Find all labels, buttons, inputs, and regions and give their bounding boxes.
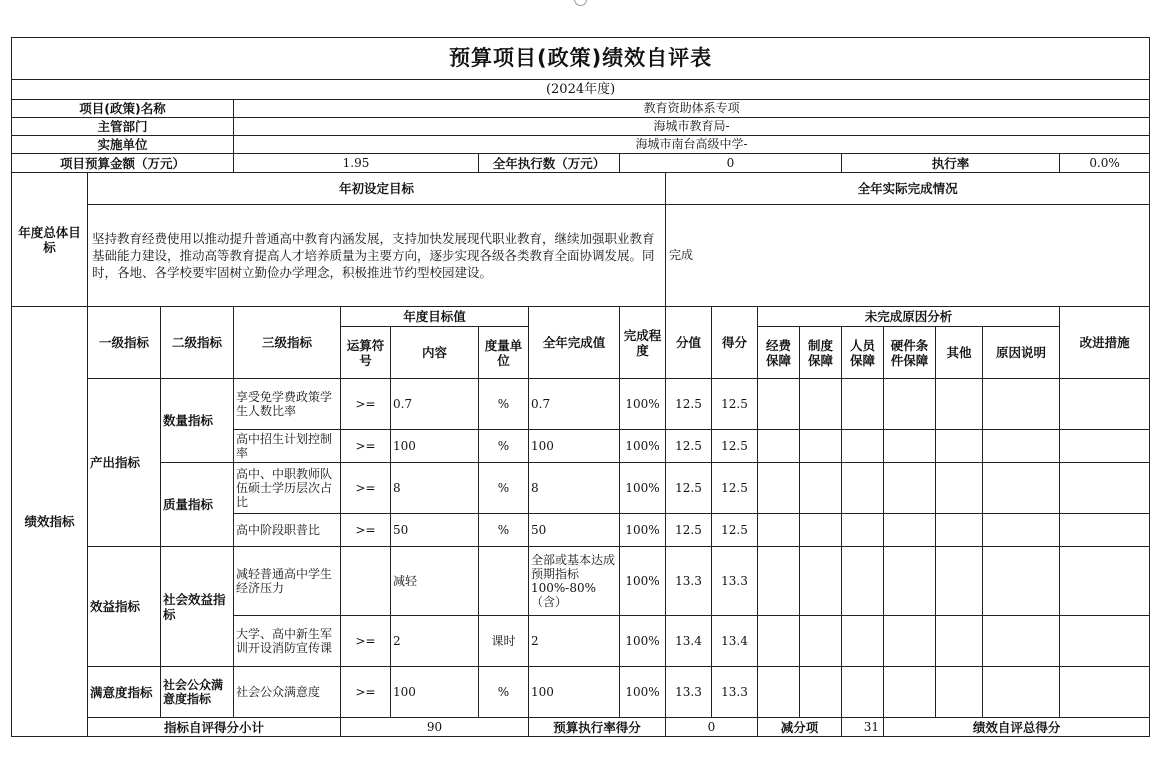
row-content: 8 <box>391 463 479 514</box>
group-social-benefit: 社会效益指标 <box>161 547 234 667</box>
row-op: >= <box>341 430 391 463</box>
row-name: 高中招生计划控制率 <box>234 430 341 463</box>
row-content: 100 <box>391 430 479 463</box>
row-score: 12.5 <box>666 514 712 547</box>
page-title: 预算项目(政策)绩效自评表 <box>12 38 1150 80</box>
level1-header: 一级指标 <box>88 307 161 379</box>
row-unit: % <box>479 379 529 430</box>
row-score: 13.4 <box>666 616 712 667</box>
row-op: >= <box>341 667 391 718</box>
executed-label: 全年执行数（万元） <box>479 154 620 173</box>
row-score: 13.3 <box>666 547 712 616</box>
row-op: >= <box>341 379 391 430</box>
department-value: 海城市教育局- <box>234 118 1150 136</box>
row-got: 13.3 <box>712 547 758 616</box>
group-quality: 质量指标 <box>161 463 234 547</box>
reason-note-header: 原因说明 <box>983 327 1060 379</box>
row-score: 13.3 <box>666 667 712 718</box>
goal-text: 坚持教育经费使用以推动提升普通高中教育内涵发展，支持加快发展现代职业教育，继续加强职业教育基础能力建设，推动高等教育提高人才培养质量为主要方向，逐步实现各级各类教育全面协调发展。同时，各地、各学校要牢固树立勤俭办学理念，积极推进节约型校园建设。 <box>88 205 666 307</box>
row-score: 12.5 <box>666 430 712 463</box>
row-actual: 100 <box>529 430 620 463</box>
improvement-header: 改进措施 <box>1060 307 1150 379</box>
score-got-header: 得分 <box>712 307 758 379</box>
row-degree: 100% <box>620 616 666 667</box>
project-name-label: 项目(政策)名称 <box>12 100 234 118</box>
row-name: 高中阶段职普比 <box>234 514 341 547</box>
subtotal-value: 90 <box>341 718 529 737</box>
row-name: 减轻普通高中学生经济压力 <box>234 547 341 616</box>
annual-target-header: 年度目标值 <box>341 307 529 327</box>
completion-text: 完成 <box>666 205 1150 307</box>
row-got: 13.3 <box>712 667 758 718</box>
group-benefit: 效益指标 <box>88 547 161 667</box>
row-actual: 100 <box>529 667 620 718</box>
row-op <box>341 547 391 616</box>
row-content: 减轻 <box>391 547 479 616</box>
level2-header: 二级指标 <box>161 307 234 379</box>
full-year-value-header: 全年完成值 <box>529 307 620 379</box>
row-name: 社会公众满意度 <box>234 667 341 718</box>
perf-indicator-label: 绩效指标 <box>12 307 88 737</box>
hardware-header: 硬件条件保障 <box>884 327 936 379</box>
row-got: 12.5 <box>712 463 758 514</box>
group-output: 产出指标 <box>88 379 161 547</box>
row-content: 2 <box>391 616 479 667</box>
initial-target-header: 年初设定目标 <box>88 173 666 205</box>
other-header: 其他 <box>936 327 983 379</box>
row-op: >= <box>341 514 391 547</box>
row-unit: % <box>479 430 529 463</box>
unit-header: 度量单位 <box>479 327 529 379</box>
exec-rate-value: 0.0% <box>1060 154 1150 173</box>
content-header: 内容 <box>391 327 479 379</box>
system-header: 制度保障 <box>800 327 842 379</box>
completion-degree-header: 完成程度 <box>620 307 666 379</box>
unit-value: 海城市南台高级中学- <box>234 136 1150 154</box>
department-label: 主管部门 <box>12 118 234 136</box>
row-degree: 100% <box>620 514 666 547</box>
row-degree: 100% <box>620 379 666 430</box>
group-quantity: 数量指标 <box>161 379 234 463</box>
row-got: 12.5 <box>712 379 758 430</box>
row-actual: 0.7 <box>529 379 620 430</box>
funding-header: 经费保障 <box>758 327 800 379</box>
exec-rate-label: 执行率 <box>842 154 1060 173</box>
actual-completion-header: 全年实际完成情况 <box>666 173 1150 205</box>
row-unit: % <box>479 667 529 718</box>
row-actual: 全部或基本达成预期指标100%-80%（含） <box>529 547 620 616</box>
subtotal-label: 指标自评得分小计 <box>88 718 341 737</box>
row-content: 0.7 <box>391 379 479 430</box>
row-degree: 100% <box>620 547 666 616</box>
row-unit <box>479 547 529 616</box>
row-score: 12.5 <box>666 379 712 430</box>
row-got: 13.4 <box>712 616 758 667</box>
deduction-label: 减分项 <box>758 718 842 737</box>
score-value-header: 分值 <box>666 307 712 379</box>
row-actual: 2 <box>529 616 620 667</box>
row-got: 12.5 <box>712 430 758 463</box>
project-name-value: 教育资助体系专项 <box>234 100 1150 118</box>
row-unit: 课时 <box>479 616 529 667</box>
level3-header: 三级指标 <box>234 307 341 379</box>
row-op: >= <box>341 463 391 514</box>
row-degree: 100% <box>620 667 666 718</box>
row-content: 100 <box>391 667 479 718</box>
reason-analysis-header: 未完成原因分析 <box>758 307 1060 327</box>
unit-label: 实施单位 <box>12 136 234 154</box>
executed-value: 0 <box>620 154 842 173</box>
report-year: (2024年度) <box>12 80 1150 100</box>
row-unit: % <box>479 463 529 514</box>
row-actual: 8 <box>529 463 620 514</box>
row-unit: % <box>479 514 529 547</box>
row-got: 12.5 <box>712 514 758 547</box>
annual-goal-label: 年度总体目标 <box>12 173 88 307</box>
self-evaluation-table <box>11 37 1150 737</box>
group-satisfaction: 满意度指标 <box>88 667 161 718</box>
operator-header: 运算符号 <box>341 327 391 379</box>
row-name: 高中、中职教师队伍硕士学历层次占比 <box>234 463 341 514</box>
deduction-value: 31 <box>842 718 884 737</box>
row-content: 50 <box>391 514 479 547</box>
row-degree: 100% <box>620 463 666 514</box>
budget-label: 项目预算金额（万元） <box>12 154 234 173</box>
budget-value: 1.95 <box>234 154 479 173</box>
row-name: 享受免学费政策学生人数比率 <box>234 379 341 430</box>
group-public-satisfaction: 社会公众满意度指标 <box>161 667 234 718</box>
total-label: 绩效自评总得分 <box>884 718 1150 737</box>
budget-rate-value: 0 <box>666 718 758 737</box>
row-score: 12.5 <box>666 463 712 514</box>
row-op: >= <box>341 616 391 667</box>
row-degree: 100% <box>620 430 666 463</box>
row-actual: 50 <box>529 514 620 547</box>
personnel-header: 人员保障 <box>842 327 884 379</box>
row-name: 大学、高中新生军训开设消防宣传课 <box>234 616 341 667</box>
budget-rate-label: 预算执行率得分 <box>529 718 666 737</box>
top-circle-mark <box>574 0 587 6</box>
